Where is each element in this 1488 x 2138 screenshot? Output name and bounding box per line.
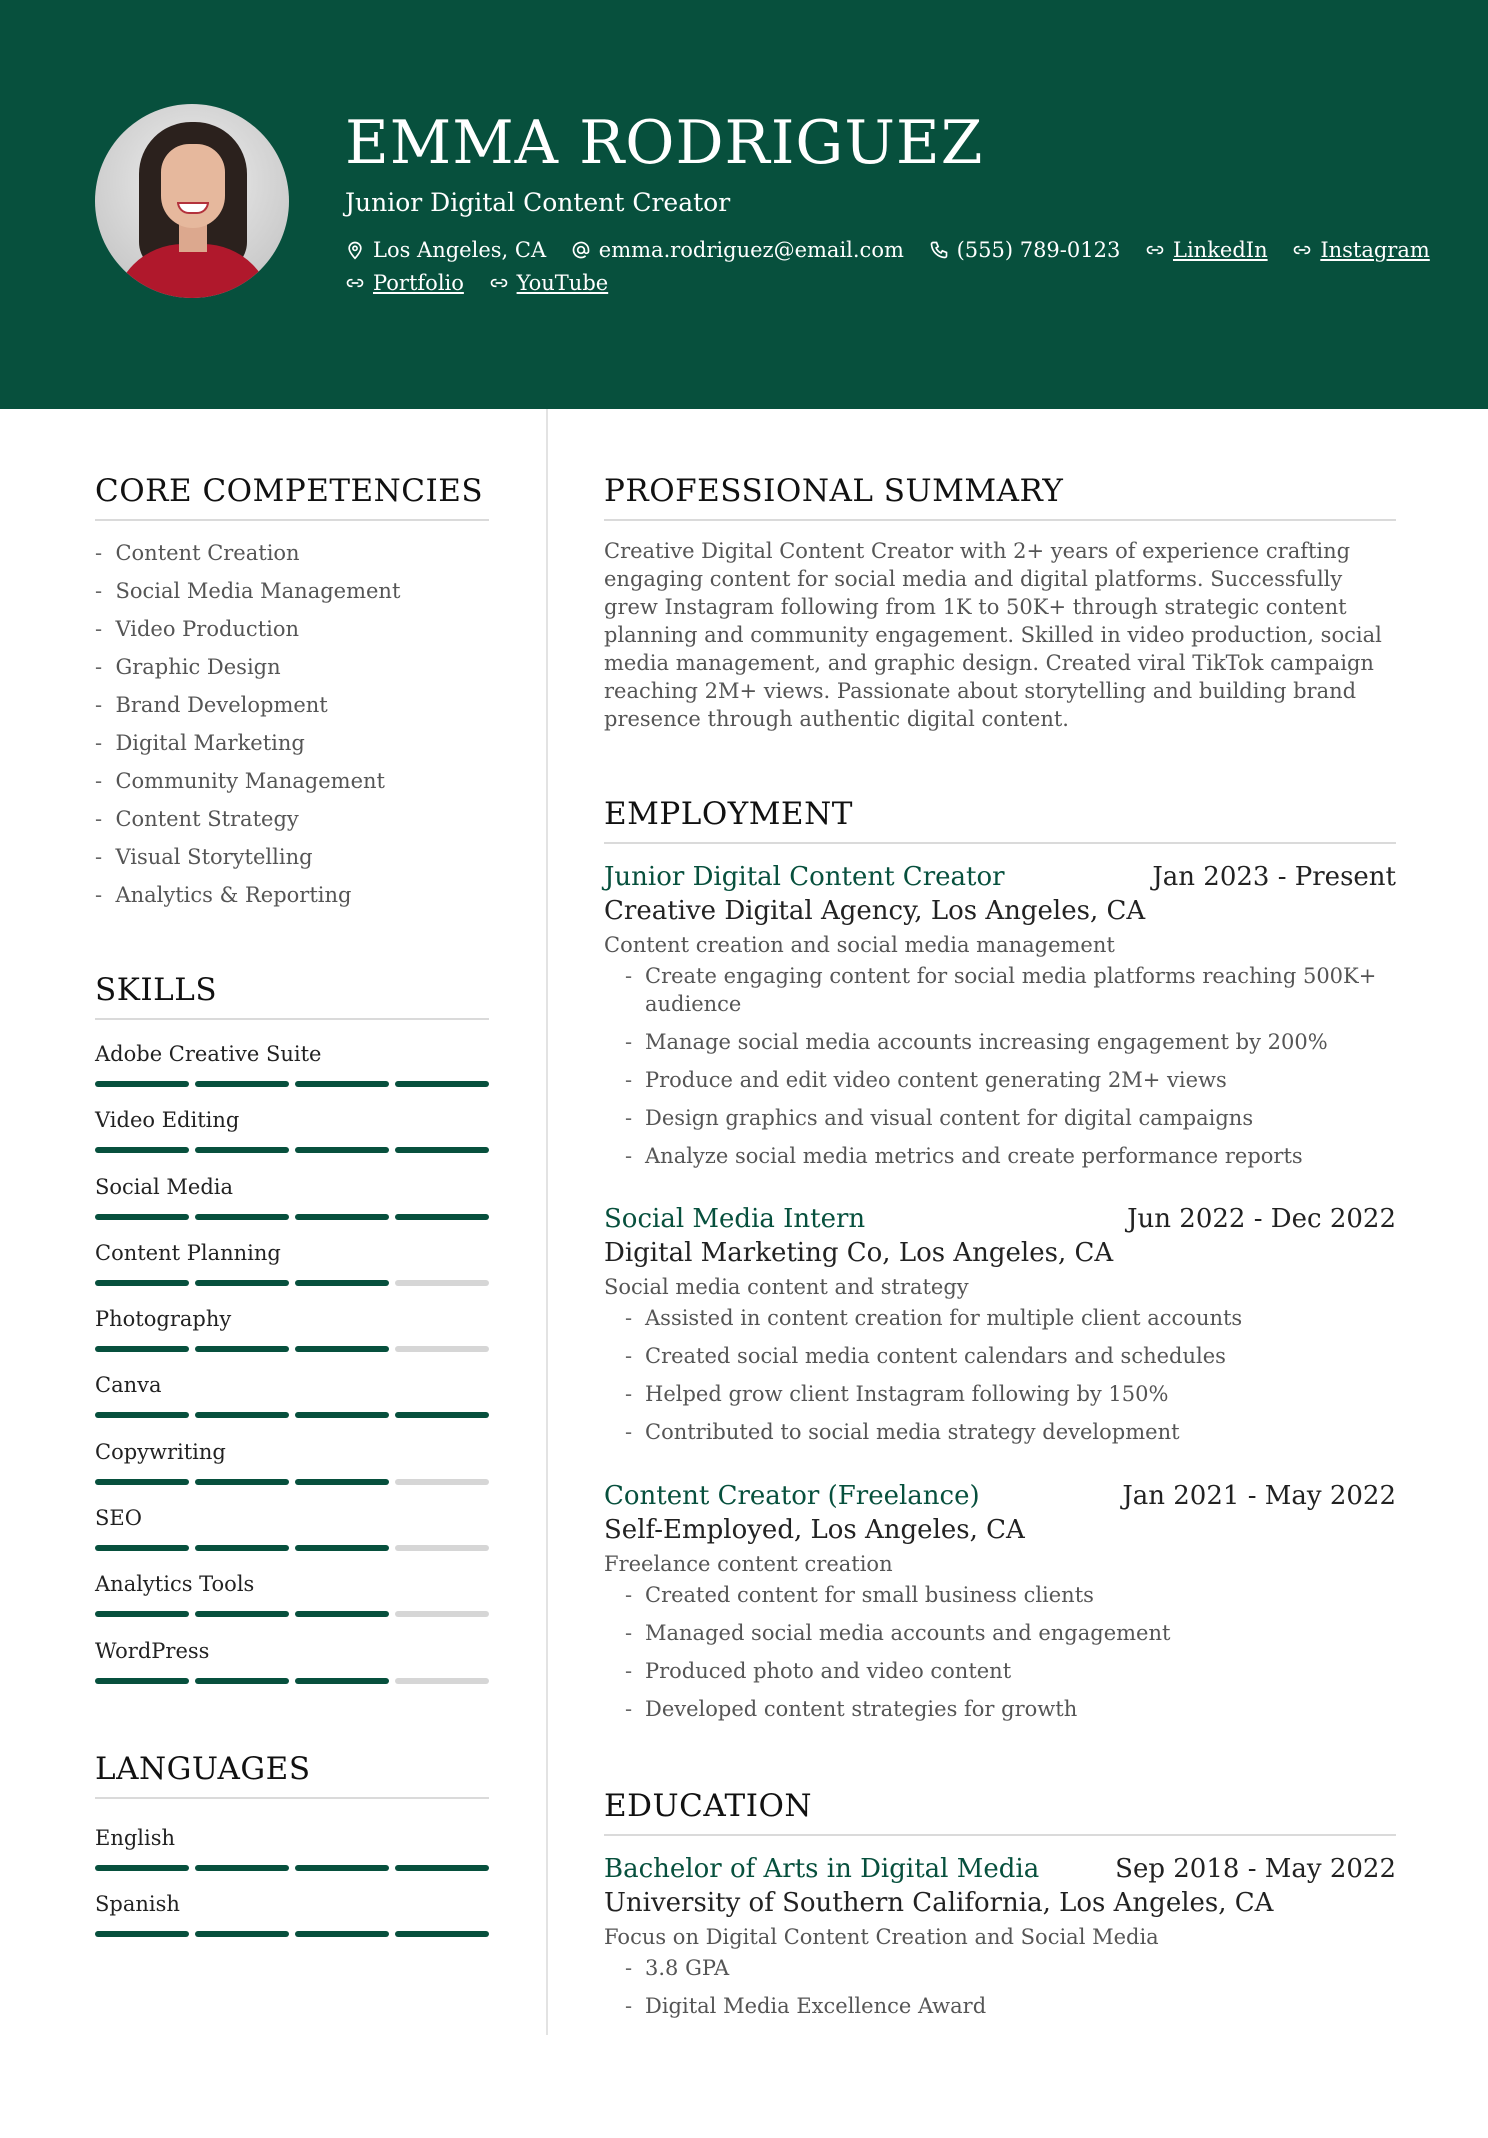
level-segment-filled [195, 1545, 289, 1551]
level-segment-filled [295, 1081, 389, 1087]
level-segment-filled [195, 1865, 289, 1871]
skill-item [95, 1239, 489, 1305]
skills-rule [95, 1018, 489, 1020]
level-segment-filled [395, 1147, 489, 1153]
skills-list [95, 1040, 489, 1703]
level-segment-filled [295, 1611, 389, 1617]
level-segment-filled [95, 1931, 189, 1937]
list-item: - Assisted in content creation for multiple client accounts [604, 1304, 1396, 1332]
language-level-bar [95, 1931, 489, 1937]
skill-name: Photography [95, 1307, 232, 1332]
skill-level-bar [95, 1280, 489, 1286]
list-item: - Helped grow client Instagram following by 150% [604, 1380, 1396, 1408]
candidate-title: Junior Digital Content Creator [345, 188, 731, 217]
summary-text: Creative Digital Content Creator with 2+ years of experience crafting engaging content for social media and digital platforms. Successfully grew Instagram following from 1K to 50K+ through strategic content planning and community engagement. Skilled in video production, social media management, and graphic design. Created viral TikTok campaign reaching 2M+ views. Passionate about storytelling and building brand presence through authentic digital content. [604, 539, 1382, 731]
location-text: Los Angeles, CA [373, 238, 547, 262]
level-segment-filled [295, 1280, 389, 1286]
skill-level-bar [95, 1479, 489, 1485]
job-dates: Jan 2023 - Present [1152, 862, 1396, 892]
level-segment-filled [95, 1545, 189, 1551]
education-rule [604, 1834, 1396, 1836]
level-segment-empty [395, 1545, 489, 1551]
skill-name: Content Planning [95, 1240, 281, 1265]
skill-item [95, 1173, 489, 1239]
contact-youtube[interactable] [489, 269, 609, 297]
list-item: - Manage social media accounts increasing engagement by 200% [604, 1028, 1396, 1056]
at-sign-icon [571, 240, 591, 260]
level-segment-filled [95, 1479, 189, 1485]
level-segment-filled [195, 1346, 289, 1352]
list-item: - Created social media content calendars and schedules [604, 1342, 1396, 1370]
level-segment-empty [395, 1346, 489, 1352]
level-segment-filled [195, 1611, 289, 1617]
skill-level-bar [95, 1611, 489, 1617]
skill-name: SEO [95, 1506, 142, 1531]
contact-linkedin[interactable] [1145, 236, 1268, 264]
skill-name: Analytics Tools [95, 1572, 255, 1597]
school-name: University of Southern California, Los Angeles, CA [604, 1888, 1274, 1918]
language-name: English [95, 1826, 176, 1850]
location-pin-icon [345, 240, 365, 260]
list-item: - Analytics & Reporting [95, 876, 400, 914]
skill-name: Copywriting [95, 1439, 226, 1464]
skill-item [95, 1637, 489, 1703]
level-segment-filled [295, 1214, 389, 1220]
list-item: - 3.8 GPA [604, 1954, 1396, 1982]
job-dates: Jun 2022 - Dec 2022 [1127, 1204, 1396, 1234]
level-segment-empty [395, 1678, 489, 1684]
skill-name: Social Media [95, 1174, 234, 1199]
contact-phone[interactable] [929, 236, 1121, 264]
skill-item [95, 1504, 489, 1570]
level-segment-empty [395, 1611, 489, 1617]
level-segment-filled [195, 1214, 289, 1220]
job-bullets [604, 1581, 1396, 1723]
language-item [95, 1824, 489, 1890]
languages-list [95, 1824, 489, 1957]
column-divider [546, 409, 548, 2035]
skill-level-bar [95, 1412, 489, 1418]
level-segment-filled [95, 1678, 189, 1684]
contact-portfolio[interactable] [345, 269, 464, 297]
contact-email[interactable] [571, 236, 904, 264]
level-segment-filled [195, 1412, 289, 1418]
summary-rule [604, 519, 1396, 521]
candidate-name: EMMA RODRIGUEZ [345, 108, 984, 178]
languages-heading: LANGUAGES [95, 1751, 311, 1787]
profile-photo [95, 104, 289, 298]
level-segment-filled [295, 1931, 389, 1937]
job-entry [604, 1202, 1396, 1456]
level-segment-filled [195, 1931, 289, 1937]
level-segment-filled [95, 1081, 189, 1087]
job-role: Social Media Intern [604, 1204, 866, 1234]
skill-name: WordPress [95, 1638, 210, 1663]
list-item: - Design graphics and visual content for digital campaigns [604, 1104, 1396, 1132]
employment-heading: EMPLOYMENT [604, 796, 853, 832]
list-item: - Digital Media Excellence Award [604, 1992, 1396, 2020]
level-segment-filled [295, 1479, 389, 1485]
skill-item [95, 1438, 489, 1504]
level-segment-filled [395, 1081, 489, 1087]
level-segment-empty [395, 1479, 489, 1485]
level-segment-filled [395, 1214, 489, 1220]
phone-icon [929, 240, 949, 260]
level-segment-filled [95, 1611, 189, 1617]
skill-name: Adobe Creative Suite [95, 1042, 322, 1066]
contact-instagram[interactable] [1292, 236, 1429, 264]
level-segment-filled [195, 1081, 289, 1087]
skill-level-bar [95, 1545, 489, 1551]
job-role: Junior Digital Content Creator [604, 862, 1005, 892]
skill-level-bar [95, 1678, 489, 1684]
competencies-list [95, 534, 400, 914]
level-segment-filled [295, 1147, 389, 1153]
list-item: - Content Strategy [95, 800, 400, 838]
job-company: Digital Marketing Co, Los Angeles, CA [604, 1238, 1114, 1268]
link-icon [345, 273, 365, 293]
summary-heading: PROFESSIONAL SUMMARY [604, 473, 1064, 509]
phone-text[interactable]: (555) 789-0123 [956, 238, 1121, 262]
list-item: - Brand Development [95, 686, 400, 724]
level-segment-filled [395, 1931, 489, 1937]
skill-item [95, 1106, 489, 1172]
skill-level-bar [95, 1346, 489, 1352]
portfolio-link[interactable]: Portfolio [373, 271, 464, 295]
contact-row-1 [345, 236, 1448, 267]
job-entry [604, 860, 1396, 1180]
job-role: Content Creator (Freelance) [604, 1481, 980, 1511]
list-item: - Created content for small business clients [604, 1581, 1396, 1609]
education-bullets [604, 1954, 1396, 2020]
education-heading: EDUCATION [604, 1788, 812, 1824]
list-item: - Community Management [95, 762, 400, 800]
skill-level-bar [95, 1214, 489, 1220]
competencies-rule [95, 519, 489, 521]
list-item: - Produced photo and video content [604, 1657, 1396, 1685]
link-icon [1292, 240, 1312, 260]
list-item: - Video Production [95, 610, 400, 648]
list-item: - Visual Storytelling [95, 838, 400, 876]
level-segment-filled [95, 1346, 189, 1352]
level-segment-filled [195, 1147, 289, 1153]
list-item: - Contributed to social media strategy development [604, 1418, 1396, 1446]
skills-heading: SKILLS [95, 972, 218, 1008]
level-segment-filled [395, 1865, 489, 1871]
link-icon [1145, 240, 1165, 260]
degree-title: Bachelor of Arts in Digital Media [604, 1854, 1040, 1884]
employment-rule [604, 842, 1396, 844]
level-segment-filled [295, 1545, 389, 1551]
job-company: Self-Employed, Los Angeles, CA [604, 1515, 1025, 1545]
education-entry [604, 1852, 1396, 2030]
youtube-link[interactable]: YouTube [516, 271, 609, 295]
job-description: Social media content and strategy [604, 1275, 969, 1299]
level-segment-filled [95, 1214, 189, 1220]
job-bullets [604, 962, 1396, 1170]
contact-location [345, 236, 546, 264]
level-segment-filled [95, 1865, 189, 1871]
linkedin-link[interactable]: LinkedIn [1173, 238, 1268, 262]
email-text[interactable]: emma.rodriguez@email.com [598, 238, 904, 262]
language-level-bar [95, 1865, 489, 1871]
education-focus: Focus on Digital Content Creation and Social Media [604, 1925, 1159, 1949]
list-item: - Digital Marketing [95, 724, 400, 762]
education-dates: Sep 2018 - May 2022 [1115, 1854, 1396, 1884]
skill-item [95, 1040, 489, 1106]
skill-item [95, 1371, 489, 1437]
level-segment-filled [295, 1865, 389, 1871]
skill-item [95, 1570, 489, 1636]
skill-level-bar [95, 1147, 489, 1153]
competencies-heading: CORE COMPETENCIES [95, 473, 484, 509]
language-item [95, 1890, 489, 1956]
skill-level-bar [95, 1081, 489, 1087]
level-segment-filled [195, 1678, 289, 1684]
list-item: - Managed social media accounts and engagement [604, 1619, 1396, 1647]
header-banner [0, 0, 1488, 409]
job-description: Content creation and social media management [604, 933, 1115, 957]
list-item: - Analyze social media metrics and create performance reports [604, 1142, 1396, 1170]
skill-name: Canva [95, 1373, 162, 1398]
level-segment-filled [395, 1412, 489, 1418]
list-item: - Content Creation [95, 534, 400, 572]
job-entry [604, 1479, 1396, 1733]
list-item: - Graphic Design [95, 648, 400, 686]
level-segment-filled [95, 1280, 189, 1286]
contact-row-2 [345, 269, 626, 300]
list-item: - Social Media Management [95, 572, 400, 610]
job-dates: Jan 2021 - May 2022 [1122, 1481, 1396, 1511]
language-name: Spanish [95, 1892, 180, 1917]
level-segment-filled [295, 1412, 389, 1418]
level-segment-filled [295, 1346, 389, 1352]
job-company: Creative Digital Agency, Los Angeles, CA [604, 896, 1146, 926]
skill-item [95, 1305, 489, 1371]
list-item: - Developed content strategies for growth [604, 1695, 1396, 1723]
link-icon [489, 273, 509, 293]
instagram-link[interactable]: Instagram [1320, 238, 1430, 262]
level-segment-filled [95, 1412, 189, 1418]
languages-rule [95, 1797, 489, 1799]
list-item: - Create engaging content for social media platforms reaching 500K+ audience [604, 962, 1396, 1018]
level-segment-filled [295, 1678, 389, 1684]
level-segment-filled [95, 1147, 189, 1153]
job-description: Freelance content creation [604, 1552, 893, 1576]
job-bullets [604, 1304, 1396, 1446]
list-item: - Produce and edit video content generating 2M+ views [604, 1066, 1396, 1094]
level-segment-filled [195, 1479, 289, 1485]
level-segment-empty [395, 1280, 489, 1286]
skill-name: Video Editing [95, 1108, 240, 1133]
level-segment-filled [195, 1280, 289, 1286]
